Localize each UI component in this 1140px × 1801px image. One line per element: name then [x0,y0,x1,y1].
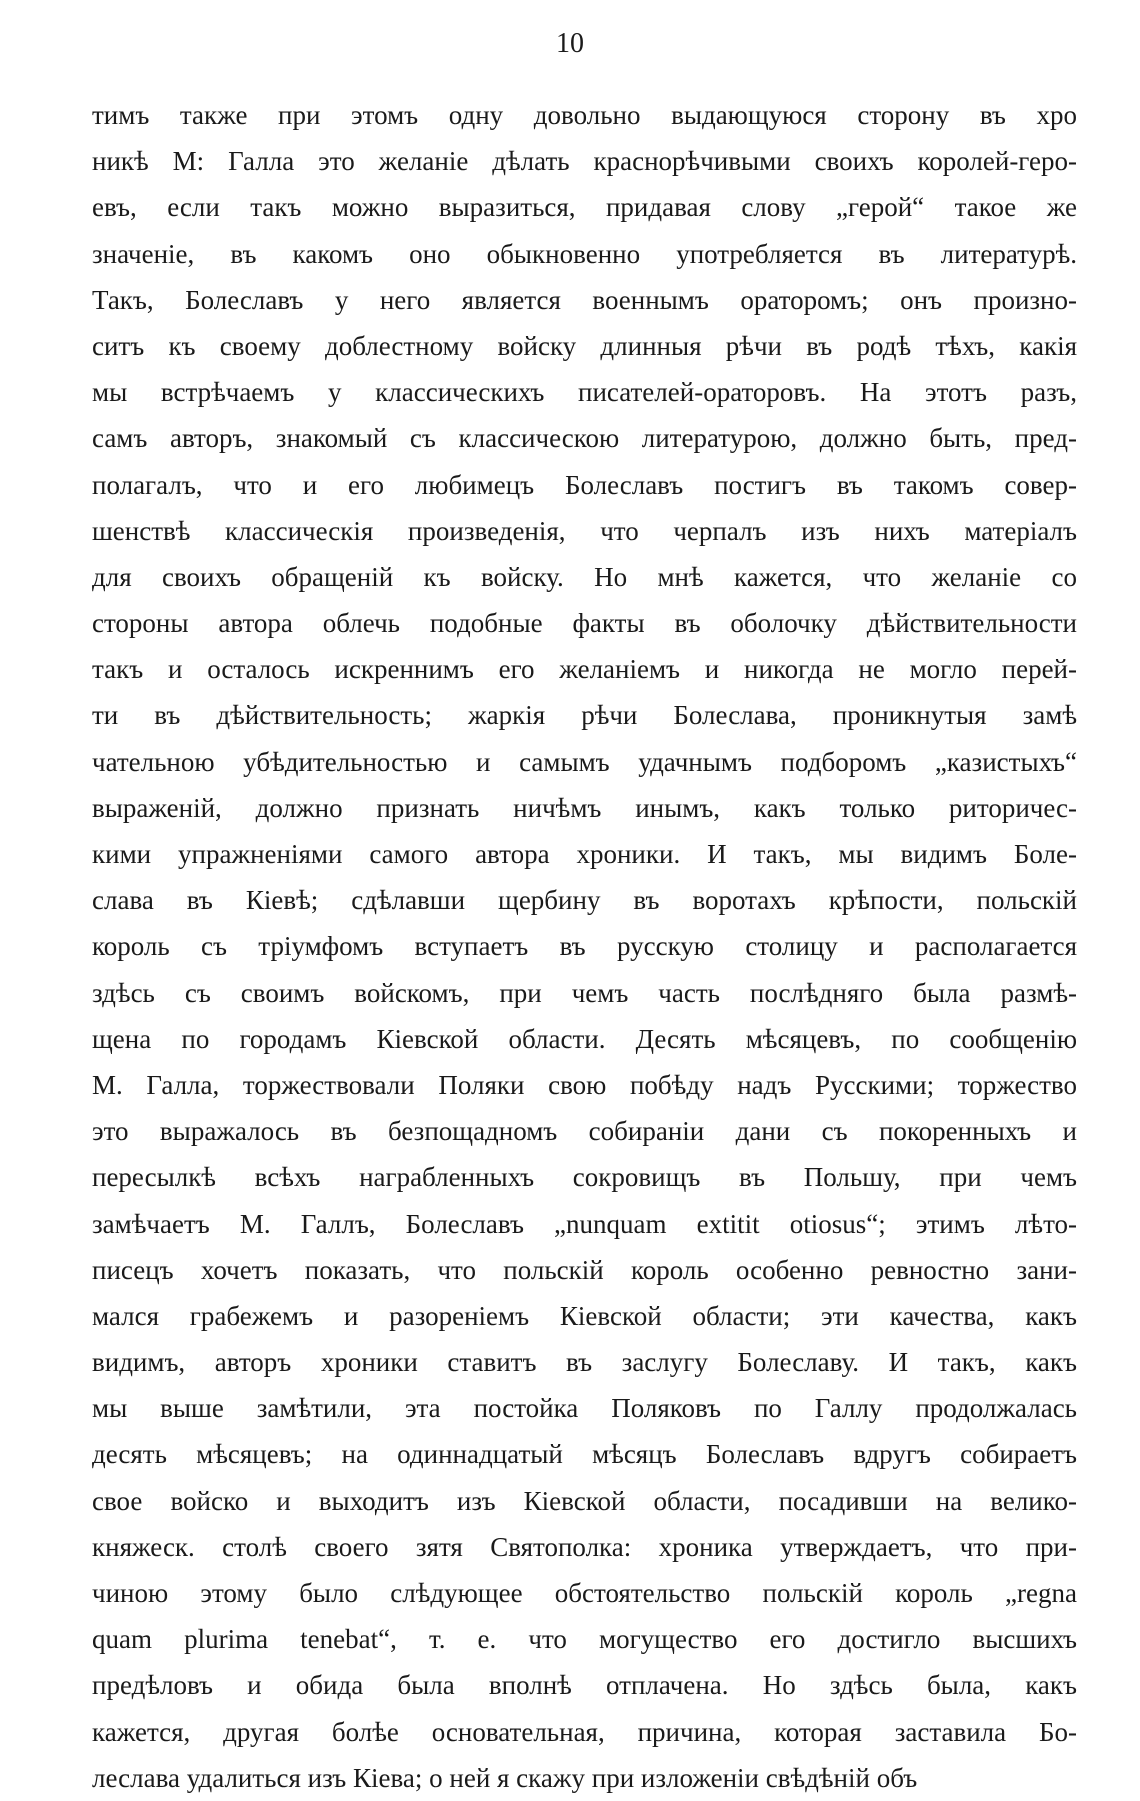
text-line: предѣловъ и обида была вполнѣ отплачена. Но здѣсь была, какъ [92,1670,1077,1701]
text-line: видимъ, авторъ хроники ставитъ въ заслугу Болеславу. И такъ, какъ [92,1347,1077,1378]
text-line: стороны автора облечь подобные факты въ оболочку дѣйствительности [92,608,1077,639]
body-text [92,92,1077,1801]
text-line: замѣчаетъ М. Галлъ, Болеславъ „nunquam extitit otiosus“; этимъ лѣто- [92,1208,1077,1239]
text-line: леслава удалиться изъ Кіева; о ней я скажу при изложеніи свѣдѣній объ [92,1762,918,1793]
text-line: quam plurima tenebat“, т. е. что могущество его достигло высшихъ [92,1624,1077,1655]
text-line: М. Галла, торжествовали Поляки свою побѣду надъ Русскими; торжество [92,1069,1077,1100]
text-line: чиною этому было слѣдующее обстоятельство польскій король „regna [92,1578,1077,1608]
text-line: это выражалось въ безпощадномъ собираніи дани съ покоренныхъ и [92,1116,1077,1147]
text-line: евъ, если такъ можно выразиться, придавая слову „герой“ такое же [92,192,1077,223]
text-line: десять мѣсяцевъ; на одиннадцатый мѣсяцъ Болеславъ вдругъ собираетъ [92,1439,1077,1470]
text-line: ситъ къ своему доблестному войску длинныя рѣчи въ родѣ тѣхъ, какія [92,330,1077,361]
text-line: выраженій, должно признать ничѣмъ инымъ, какъ только риторичес- [92,792,1077,823]
text-line: самъ авторъ, знакомый съ классическою литературою, должно быть, пред- [92,423,1077,454]
text-line: мался грабежемъ и разореніемъ Кіевской области; эти качества, какъ [92,1300,1077,1331]
text-line: кими упражненіями самого автора хроники. И такъ, мы видимъ Боле- [92,839,1077,869]
text-line: полагалъ, что и его любимецъ Болеславъ постигъ въ такомъ совер- [92,469,1077,500]
text-line: здѣсь съ своимъ войскомъ, при чемъ часть послѣдняго была размѣ- [92,977,1077,1008]
text-line: щена по городамъ Кіевской области. Десять мѣсяцевъ, по сообщенію [92,1023,1077,1054]
text-line: тимъ также при этомъ одну довольно выдающуюся сторону въ хро [92,100,1077,130]
text-line: чательною убѣдительностью и самымъ удачнымъ подборомъ „казистыхъ“ [92,746,1077,777]
text-line: такъ и осталось искреннимъ его желаніемъ и никогда не могло перей- [92,654,1077,685]
text-line: свое войско и выходитъ изъ Кіевской области, посадивши на велико- [92,1485,1077,1516]
text-line: княжеск. столѣ своего зятя Святополка: хроника утверждаетъ, что при- [92,1531,1077,1562]
text-line: Такъ, Болеславъ у него является военнымъ ораторомъ; онъ произно- [92,284,1077,315]
text-line: писецъ хочетъ показать, что польскій король особенно ревностно зани- [92,1254,1077,1285]
text-line: ти въ дѣйствительность; жаркія рѣчи Болеслава, проникнутыя замѣ [92,700,1077,731]
text-line: слава въ Кіевѣ; сдѣлавши щербину въ воротахъ крѣпости, польскій [92,885,1077,916]
text-line: мы встрѣчаемъ у классическихъ писателей-ораторовъ. На этотъ разъ, [92,377,1077,408]
page-number: 10 [556,28,584,59]
text-line: для своихъ обращеній къ войску. Но мнѣ кажется, что желаніе со [92,561,1077,592]
text-line: значеніе, въ какомъ оно обыкновенно употребляется въ литературѣ. [92,238,1077,269]
text-line: пересылкѣ всѣхъ награбленныхъ сокровищъ въ Польшу, при чемъ [92,1162,1077,1193]
text-line: никѣ М: Галла это желаніе дѣлать краснорѣчивыми своихъ королей-геро- [92,146,1077,177]
text-line: мы выше замѣтили, эта постойка Поляковъ по Галлу продолжалась [92,1393,1077,1424]
text-line: кажется, другая болѣе основательная, причина, которая заставила Бо- [92,1716,1077,1747]
text-line: король съ тріумфомъ вступаетъ въ русскую столицу и располагается [92,931,1077,962]
text-line: шенствѣ классическія произведенія, что черпалъ изъ нихъ матеріалъ [92,515,1077,546]
